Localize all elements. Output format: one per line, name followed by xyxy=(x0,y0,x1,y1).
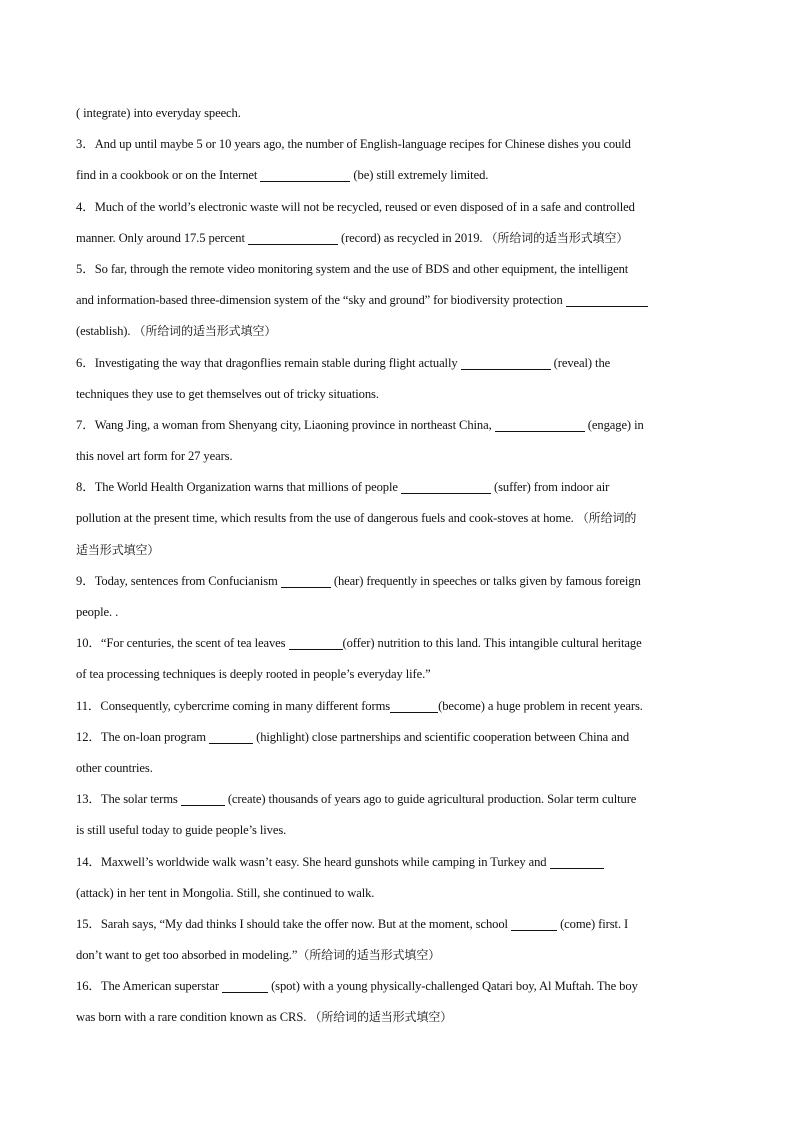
question-15: 15．Sarah says, “My dad thinks I should take the offer now. But at the moment, school (come) first. I xyxy=(76,916,629,931)
answer-blank[interactable] xyxy=(222,978,268,993)
answer-blank[interactable] xyxy=(260,167,350,182)
question-14-line-2: (attack) in her tent in Mongolia. Still, she continued to walk. xyxy=(76,885,375,900)
answer-blank[interactable] xyxy=(289,635,343,650)
answer-blank[interactable] xyxy=(181,791,225,806)
answer-blank[interactable] xyxy=(390,698,438,713)
question-11: 11．Consequently, cybercrime coming in many different forms (become) a huge problem in recent years. xyxy=(76,698,643,713)
question-5: 5．So far, through the remote video monitoring system and the use of BDS and other equipment, the intelligent xyxy=(76,261,629,276)
question-9: 9．Today, sentences from Confucianism (hear) frequently in speeches or talks given by famous foreign xyxy=(76,573,641,588)
answer-blank[interactable] xyxy=(511,916,557,931)
question-14: 14．Maxwell’s worldwide walk wasn’t easy. She heard gunshots while camping in Turkey and xyxy=(76,849,720,880)
answer-blank[interactable] xyxy=(495,417,585,432)
answer-blank[interactable] xyxy=(401,479,491,494)
question-5-line-3: (establish). （所给词的适当形式填空） xyxy=(76,324,277,339)
question-6-line-2: techniques they use to get themselves out of tricky situations. xyxy=(76,386,379,401)
question-7-line-2: this novel art form for 27 years. xyxy=(76,449,233,464)
worksheet-page xyxy=(76,100,720,1036)
question-10-line-2: of tea processing techniques is deeply rooted in people’s everyday life.” xyxy=(76,667,431,682)
question-8-line-2: pollution at the present time, which results from the use of dangerous fuels and cook-stoves at home. （所给词的 xyxy=(76,511,637,526)
question-12-line-2: other countries. xyxy=(76,760,153,775)
question-8: 8．The World Health Organization warns that millions of people (suffer) from indoor air xyxy=(76,480,610,495)
question-16-line-2: was born with a rare condition known as CRS. （所给词的适当形式填空） xyxy=(76,1010,453,1025)
question-12: 12．The on-loan program (highlight) close partnerships and scientific cooperation between China and xyxy=(76,729,630,744)
question-4-line-2: manner. Only around 17.5 percent (record) as recycled in 2019. （所给词的适当形式填空） xyxy=(76,230,629,245)
question-13: 13．The solar terms (create) thousands of years ago to guide agricultural production. Solar term culture xyxy=(76,792,637,807)
question-3: 3．And up until maybe 5 or 10 years ago, the number of English-language recipes for Chinese dishes you could xyxy=(76,137,631,152)
question-8-line-3: 适当形式填空） xyxy=(76,542,160,557)
answer-blank[interactable] xyxy=(461,355,551,370)
answer-blank[interactable] xyxy=(281,573,331,588)
answer-blank[interactable] xyxy=(550,854,604,869)
question-9-line-2: people. . xyxy=(76,605,119,619)
answer-blank[interactable] xyxy=(566,292,648,307)
question-5-line-2: and information-based three-dimension system of the “sky and ground” for biodiversity protection xyxy=(76,287,720,318)
question-3-line-2: find in a cookbook or on the Internet (be) still extremely limited. xyxy=(76,168,489,183)
answer-blank[interactable] xyxy=(209,729,253,744)
question-15-line-2: don’t want to get too absorbed in modeling.”（所给词的适当形式填空） xyxy=(76,948,441,963)
question-13-line-2: is still useful today to guide people’s lives. xyxy=(76,823,287,838)
question-16: 16．The American superstar (spot) with a young physically-challenged Qatari boy, Al Muftah. The boy xyxy=(76,979,638,994)
question-4: 4．Much of the world’s electronic waste will not be recycled, reused or even disposed of in a safe and controlled xyxy=(76,199,635,214)
question-2-continuation: ( integrate) into everyday speech. xyxy=(76,106,241,120)
question-7: 7．Wang Jing, a woman from Shenyang city, Liaoning province in northeast China, (engage) in xyxy=(76,417,644,432)
question-6: 6．Investigating the way that dragonflies remain stable during flight actually (reveal) the xyxy=(76,355,611,370)
question-10: 10．“For centuries, the scent of tea leaves (offer) nutrition to this land. This intangible cultural heritage xyxy=(76,636,642,651)
answer-blank[interactable] xyxy=(248,230,338,245)
